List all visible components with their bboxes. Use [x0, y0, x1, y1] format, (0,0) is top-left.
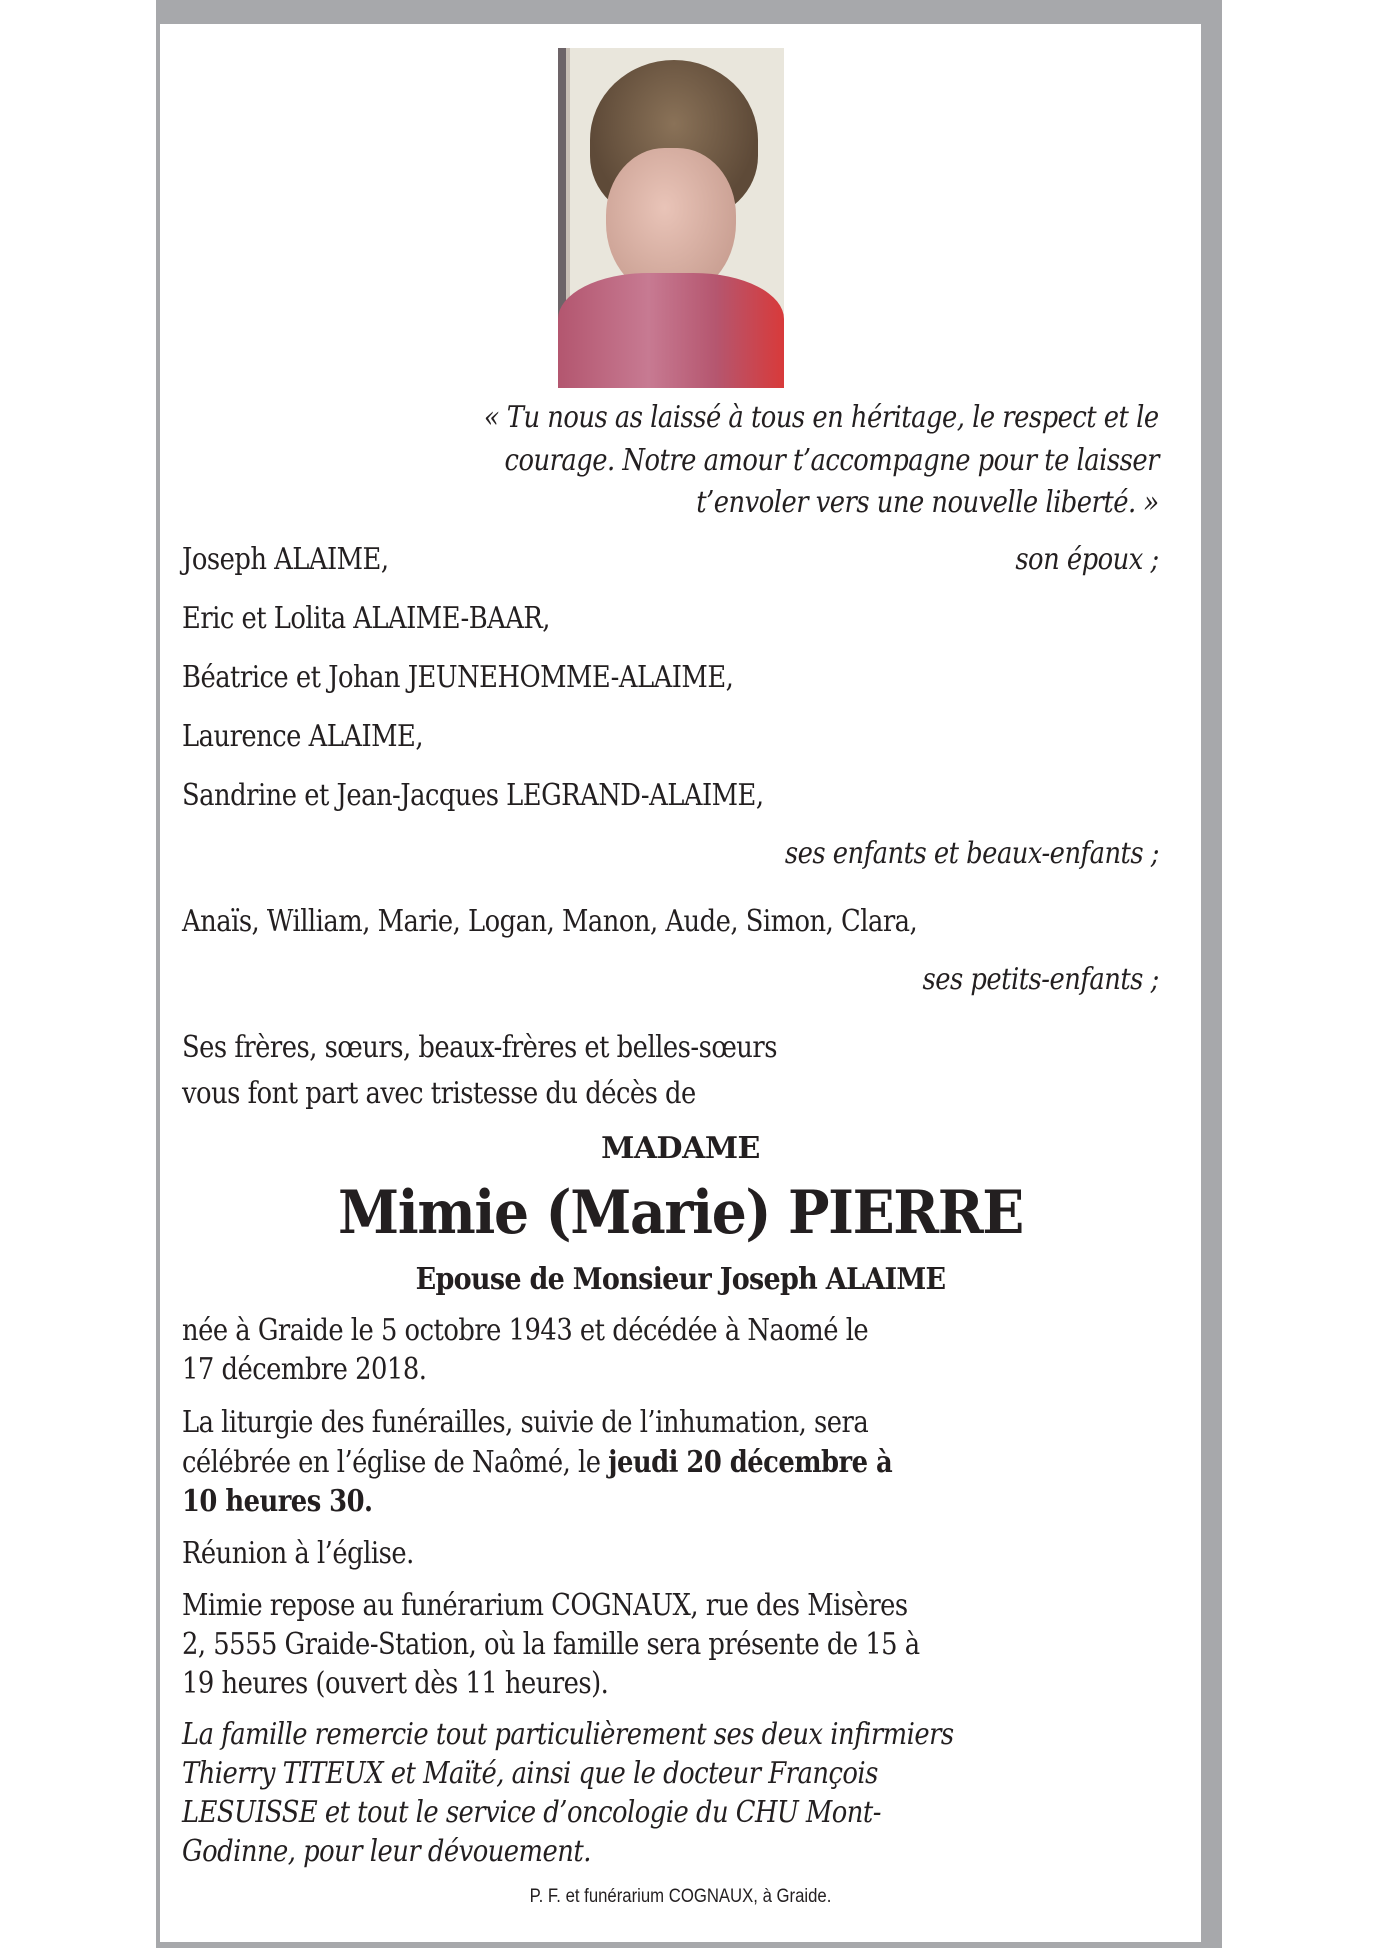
funeral-time: 10 heures 30.: [182, 1484, 373, 1519]
funeral-line-2: [182, 1445, 892, 1481]
page-border-left: [156, 0, 160, 1948]
deceased-name: Mimie (Marie) PIERRE: [338, 1178, 1023, 1248]
spouse-name: Joseph ALAIME,: [182, 542, 389, 577]
grandchildren: Anaïs, William, Marie, Logan, Manon, Aude, Simon, Clara,: [182, 904, 918, 939]
portrait-photo: [558, 48, 784, 388]
funeral-date: jeudi 20 décembre à: [608, 1445, 893, 1480]
rest-line-3: 19 heures (ouvert dès 11 heures).: [182, 1666, 609, 1701]
funeral-line-1: La liturgie des funérailles, suivie de l’inhumation, sera: [182, 1405, 869, 1440]
photo-scarf: [558, 273, 784, 388]
grandchildren-role: ses petits-enfants ;: [922, 962, 1159, 997]
quote-line-1: « Tu nous as laissé à tous en héritage, le respect et le: [484, 400, 1159, 435]
rest-line-1: Mimie repose au funérarium COGNAUX, rue des Misères: [182, 1588, 908, 1623]
spouse-role: son époux ;: [1015, 542, 1159, 577]
meeting-note: Réunion à l’église.: [182, 1536, 414, 1571]
deceased-title: MADAME: [601, 1131, 760, 1166]
child-2: Béatrice et Johan JEUNEHOMME-ALAIME,: [182, 660, 734, 695]
child-4: Sandrine et Jean-Jacques LEGRAND-ALAIME,: [182, 778, 764, 813]
page-border-right: [1201, 0, 1222, 1948]
thanks-line-2: Thierry TITEUX et Maïté, ainsi que le docteur François: [182, 1756, 878, 1791]
birth-death-line-2: 17 décembre 2018.: [182, 1352, 427, 1387]
child-1: Eric et Lolita ALAIME-BAAR,: [182, 601, 550, 636]
funeral-home-footer: P. F. et funérarium COGNAUX, à Graide.: [529, 1886, 832, 1907]
birth-death-line-1: née à Graide le 5 octobre 1943 et décédée à Naomé le: [182, 1313, 869, 1348]
page-border-top: [156, 0, 1222, 24]
children-role: ses enfants et beaux-enfants ;: [784, 836, 1159, 871]
siblings-line-2: vous font part avec tristesse du décès de: [182, 1076, 696, 1111]
funeral-line-2-text: célébrée en l’église de Naômé, le: [182, 1445, 609, 1480]
thanks-line-3: LESUISSE et tout le service d’oncologie du CHU Mont-: [182, 1795, 881, 1830]
quote-line-3: t’envoler vers une nouvelle liberté. »: [696, 485, 1159, 520]
siblings-line-1: Ses frères, sœurs, beaux-frères et belles-sœurs: [182, 1030, 777, 1065]
thanks-line-4: Godinne, pour leur dévouement.: [182, 1834, 591, 1869]
rest-line-2: 2, 5555 Graide-Station, où la famille sera présente de 15 à: [182, 1627, 920, 1662]
thanks-line-1: La famille remercie tout particulièrement ses deux infirmiers: [182, 1717, 954, 1752]
quote-line-2: courage. Notre amour t’accompagne pour te laisser: [504, 443, 1159, 478]
deceased-subtitle: Epouse de Monsieur Joseph ALAIME: [415, 1262, 946, 1297]
child-3: Laurence ALAIME,: [182, 719, 424, 754]
page-border-bottom: [156, 1942, 1222, 1948]
